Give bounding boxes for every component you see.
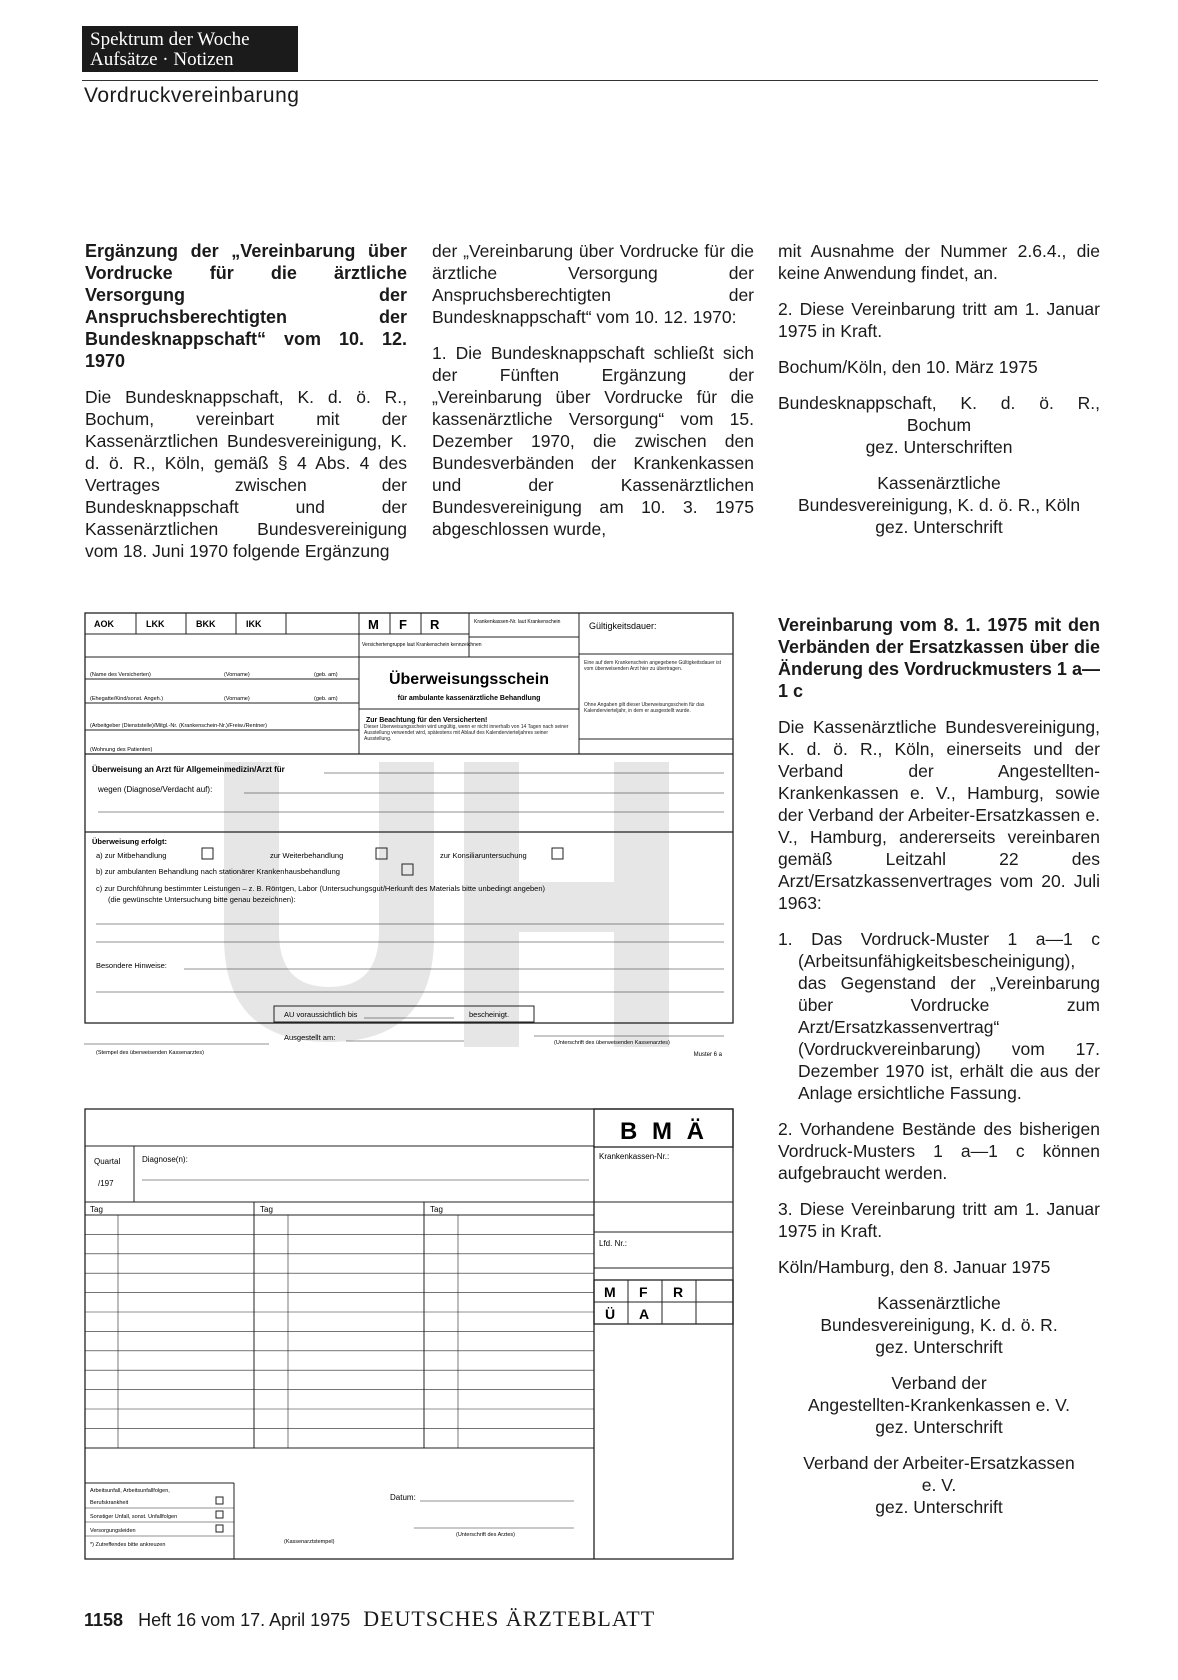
vers-gruppe-label: Versichertengruppe laut Krankenschein kennzeichnen xyxy=(362,642,482,648)
check-label-3: Sonstiger Unfall, sonst. Unfallfolgen xyxy=(90,1514,178,1520)
article1-column3 xyxy=(778,240,1100,552)
opt-untersuchung: (die gewünschte Untersuchung bitte genau bezeichnen): xyxy=(108,895,296,904)
mfr-f: F xyxy=(399,617,407,632)
article1-signature1 xyxy=(778,392,1100,458)
kassenarztstempel-label: (Kassenarztstempel) xyxy=(284,1539,335,1545)
grid-f: F xyxy=(639,1284,648,1300)
opt-ambulant: b) zur ambulanten Behandlung nach stationärer Krankenhausbehandlung xyxy=(96,867,340,876)
checkbox-versorgungsleiden[interactable] xyxy=(216,1525,223,1532)
name-label: (Name des Versicherten) xyxy=(90,672,151,678)
datum-label: Datum: xyxy=(390,1493,416,1502)
form1-title: Überweisungsschein xyxy=(388,671,550,688)
article2-signature2 xyxy=(778,1372,1100,1438)
right-note1: Eine auf dem Krankenschein angegebene Gültigkeitsdauer ist vom überweisenden Arzt hier zu übertragen. xyxy=(584,660,722,672)
article1-p4: mit Ausnahme der Nummer 2.6.4., die keine Anwendung findet, an. xyxy=(778,241,1100,283)
issue-info: Heft 16 vom 17. April 1975 xyxy=(138,1610,351,1630)
grid-r: R xyxy=(673,1284,684,1300)
geb2-label: (geb. am) xyxy=(314,696,338,702)
check-label-2: Berufskrankheit xyxy=(90,1500,129,1506)
article1-column2 xyxy=(432,240,754,554)
wegen-label: wegen (Diagnose/Verdacht auf): xyxy=(98,785,213,794)
section-badge-line1: Spektrum der Woche xyxy=(90,29,250,50)
checkbox-sonstiger-unfall[interactable] xyxy=(216,1511,223,1518)
tag-label-3: Tag xyxy=(430,1205,443,1214)
page-footer xyxy=(84,1606,655,1632)
kassen-nr-label-2: Krankenkassen-Nr.: xyxy=(599,1152,670,1161)
au-label: AU voraussichtlich bis xyxy=(284,1010,358,1019)
article1-sig2-line2: Bundesvereinigung, K. d. ö. R., Köln xyxy=(797,495,1081,515)
magazine-name: DEUTSCHES ÄRZTEBLATT xyxy=(363,1606,656,1631)
form-bmae xyxy=(84,1108,744,1564)
article1-sig1-line1: Bundesknappschaft, K. d. ö. R., xyxy=(778,393,1100,413)
erfolgt-label: Überweisung erfolgt: xyxy=(92,837,168,846)
header-rule xyxy=(82,80,1098,81)
form-ueberweisungsschein xyxy=(84,612,744,1090)
article2-sig1-line2: Bundesvereinigung, K. d. ö. R. xyxy=(820,1315,1058,1335)
article1-p3: 1. Die Bundesknappschaft schließt sich der Fünften Ergänzung der „Vereinbarung über Vordrucke für die kassenärztliche Versorgung“ vom 15. Dezember 1970, die zwischen den Bundesverbänden der Krankenkassen und der Kassenärztlichen Bundesvereinigung am 10. 3. 1975 abgeschlossen wurde, xyxy=(432,343,754,539)
tag-grid-rows xyxy=(85,1215,594,1448)
muster-label: Muster 6 a xyxy=(693,1052,722,1058)
stempel-label: (Stempel des überweisenden Kassenarztes) xyxy=(96,1050,204,1056)
grid-a: A xyxy=(639,1306,650,1322)
opt-konsiliar: zur Konsiliaruntersuchung xyxy=(440,851,527,860)
article2-p3: 2. Vorhandene Bestände des bisherigen Vordruck-Musters 1 a—1 c können aufgebraucht werden. xyxy=(778,1119,1100,1183)
diagnose-label: Diagnose(n): xyxy=(142,1155,188,1164)
lfd-nr-label: Lfd. Nr.: xyxy=(599,1239,628,1248)
vorname-label: (Vorname) xyxy=(224,672,250,678)
checkbox-mitbehandlung[interactable] xyxy=(202,848,213,859)
bma-label: B M Ä xyxy=(620,1118,708,1145)
article2-sig1-line3: gez. Unterschrift xyxy=(875,1337,1003,1357)
check-label-4: Versorgungsleiden xyxy=(90,1528,136,1534)
article1-column1 xyxy=(85,240,407,576)
article2-sig2-line1: Verband der xyxy=(891,1373,987,1393)
kasse-label-aok: AOK xyxy=(94,619,114,629)
vorname2-label: (Vorname) xyxy=(224,696,250,702)
article2-p5: Köln/Hamburg, den 8. Januar 1975 xyxy=(778,1257,1051,1277)
article2-signature1 xyxy=(778,1292,1100,1358)
tag-label-2: Tag xyxy=(260,1205,273,1214)
arbeitgeber-label: (Arbeitgeber (Dienststelle)/Mitgl.-Nr. (Krankenschein-Nr.)/Freiw./Rentner) xyxy=(90,723,267,729)
article1-sig1-line3: gez. Unterschriften xyxy=(865,437,1013,457)
unterschrift-arzt-label: (Unterschrift des Arztes) xyxy=(456,1532,515,1538)
ausgestellt-label: Ausgestellt am: xyxy=(284,1033,336,1042)
opt-leistungen: c) zur Durchführung bestimmter Leistungen – z. B. Röntgen, Labor (Untersuchungsgut/Herkunft des Materials bitte unbedingt angeben) xyxy=(96,884,546,893)
article2-sig3-line2: e. V. xyxy=(921,1475,957,1495)
unterschrift-label: (Unterschrift des überweisenden Kassenarztes) xyxy=(554,1040,670,1046)
right-note2: Ohne Angaben gilt dieser Überweisungsschein für das Kalendervierteljahr, in dem er ausgestellt wurde. xyxy=(584,702,705,714)
kasse-label-lkk: LKK xyxy=(146,619,165,629)
check-label-1: Arbeitsunfall, Arbeitsunfallfolgen, xyxy=(90,1488,170,1494)
article1-sig2-line1: Kassenärztliche xyxy=(877,473,1001,493)
article2-p1: Die Kassenärztliche Bundesvereinigung, K. d. ö. R., Köln, einerseits und der Verband der Angestellten-Krankenkassen e. V., Hamburg, sowie der Verband der Arbeiter-Ersatzkassen e. V., Hamburg, andererseits vereinbaren gemäß Leitzahl 22 des Arzt/Ersatzkassenvertrages vom 20. Juli 1963: xyxy=(778,717,1100,913)
ehegatte-label: (Ehegatte/Kind/sonst. Angeh.) xyxy=(90,696,164,702)
mfr-r: R xyxy=(430,617,440,632)
note-text: Dieser Überweisungsschein wird ungültig, wenn er nicht innerhalb von 14 Tagen nach seiner Ausstellung verwendet wird, spätestens mit Ablauf des Kalendervierteljahres seiner Ausstellung. xyxy=(364,724,569,742)
section-badge-line2: Aufsätze · Notizen xyxy=(90,49,234,70)
kassen-nr-label: Krankenkassen-Nr. laut Krankenschein xyxy=(474,619,561,625)
article2-sig1-line1: Kassenärztliche xyxy=(877,1293,1001,1313)
tag-label-1: Tag xyxy=(90,1205,103,1214)
page-number: 1158 xyxy=(84,1610,124,1630)
article2-signature3 xyxy=(778,1452,1100,1518)
section-badge xyxy=(82,26,298,72)
article2-sig3-line3: gez. Unterschrift xyxy=(875,1497,1003,1517)
article1-p2: der „Vereinbarung über Vordrucke für die ärztliche Versorgung der Anspruchsberechtigten der Bundesknappschaft“ vom 10. 12. 1970: xyxy=(432,241,754,327)
article1-signature2 xyxy=(778,472,1100,538)
wohnung-label: (Wohnung des Patienten) xyxy=(90,747,153,753)
grid-m: M xyxy=(604,1284,616,1300)
article2-title: Vereinbarung vom 8. 1. 1975 mit den Verbänden der Ersatzkassen über die Änderung des Vordruckmusters 1 a—1 c xyxy=(778,615,1100,701)
checkbox-konsiliar[interactable] xyxy=(552,848,563,859)
article1-title: Ergänzung der „Vereinbarung über Vordrucke für die ärztliche Versorgung der Anspruchsberechtigten der Bundesknappschaft“ vom 10. 12. 1970 xyxy=(85,241,407,371)
article2-p2: 1. Das Vordruck-Muster 1 a—1 c (Arbeitsunfähigkeitsbescheinigung), das Gegenstand der „Vereinbarung über Vordrucke zum Arzt/Ersatzkassenvertrag“ (Vordruckvereinbarung) vom 17. Dezember 1970 ist, erhält die aus der Anlage ersichtliche Fassung. xyxy=(778,929,1100,1103)
besondere-hinweise-label: Besondere Hinweise: xyxy=(96,961,167,970)
gueltigkeit-label: Gültigkeitsdauer: xyxy=(589,621,657,631)
bescheinigt-label: bescheinigt. xyxy=(469,1010,510,1019)
ueberweisung-an-label: Überweisung an Arzt für Allgemeinmedizin/Arzt für xyxy=(92,765,285,774)
article1-p5: 2. Diese Vereinbarung tritt am 1. Januar 1975 in Kraft. xyxy=(778,299,1100,341)
article2-p4: 3. Diese Vereinbarung tritt am 1. Januar 1975 in Kraft. xyxy=(778,1199,1100,1241)
article1-p6: Bochum/Köln, den 10. März 1975 xyxy=(778,357,1038,377)
opt-weiterbehandlung: zur Weiterbehandlung xyxy=(270,851,344,860)
grid-ue: Ü xyxy=(605,1306,616,1322)
year-label: /197 xyxy=(98,1179,114,1188)
opt-mitbehandlung: a) zur Mitbehandlung xyxy=(96,851,167,860)
check-label-5: *) Zutreffendes bitte ankreuzen xyxy=(90,1542,166,1548)
geb-label: (geb. am) xyxy=(314,672,338,678)
article2-sig2-line3: gez. Unterschrift xyxy=(875,1417,1003,1437)
section-label: Vordruckvereinbarung xyxy=(84,84,300,107)
note-title: Zur Beachtung für den Versicherten! xyxy=(366,717,488,724)
article1-sig2-line3: gez. Unterschrift xyxy=(875,517,1003,537)
quartal-label: Quartal xyxy=(94,1157,121,1166)
article2-column xyxy=(778,614,1100,1532)
article2-sig3-line1: Verband der Arbeiter-Ersatzkassen xyxy=(803,1453,1075,1473)
form1-subtitle: für ambulante kassenärztliche Behandlung xyxy=(397,695,541,702)
kasse-label-ikk: IKK xyxy=(246,619,262,629)
kasse-label-bkk: BKK xyxy=(196,619,216,629)
checkbox-berufskrankheit[interactable] xyxy=(216,1497,223,1504)
article1-sig1-line2: Bochum xyxy=(906,415,972,435)
watermark-letters xyxy=(224,762,669,1047)
article2-sig2-line2: Angestellten-Krankenkassen e. V. xyxy=(807,1395,1071,1415)
article1-p1: Die Bundesknappschaft, K. d. ö. R., Bochum, vereinbart mit der Kassenärztlichen Bundesvereinigung, K. d. ö. R., Köln, gemäß § 4 Abs. 4 des Vertrages zwischen der Bundesknappschaft und der Kassenärztlichen Bundesvereinigung vom 18. Juni 1970 folgende Ergänzung xyxy=(85,387,407,561)
mfr-m: M xyxy=(368,617,379,632)
